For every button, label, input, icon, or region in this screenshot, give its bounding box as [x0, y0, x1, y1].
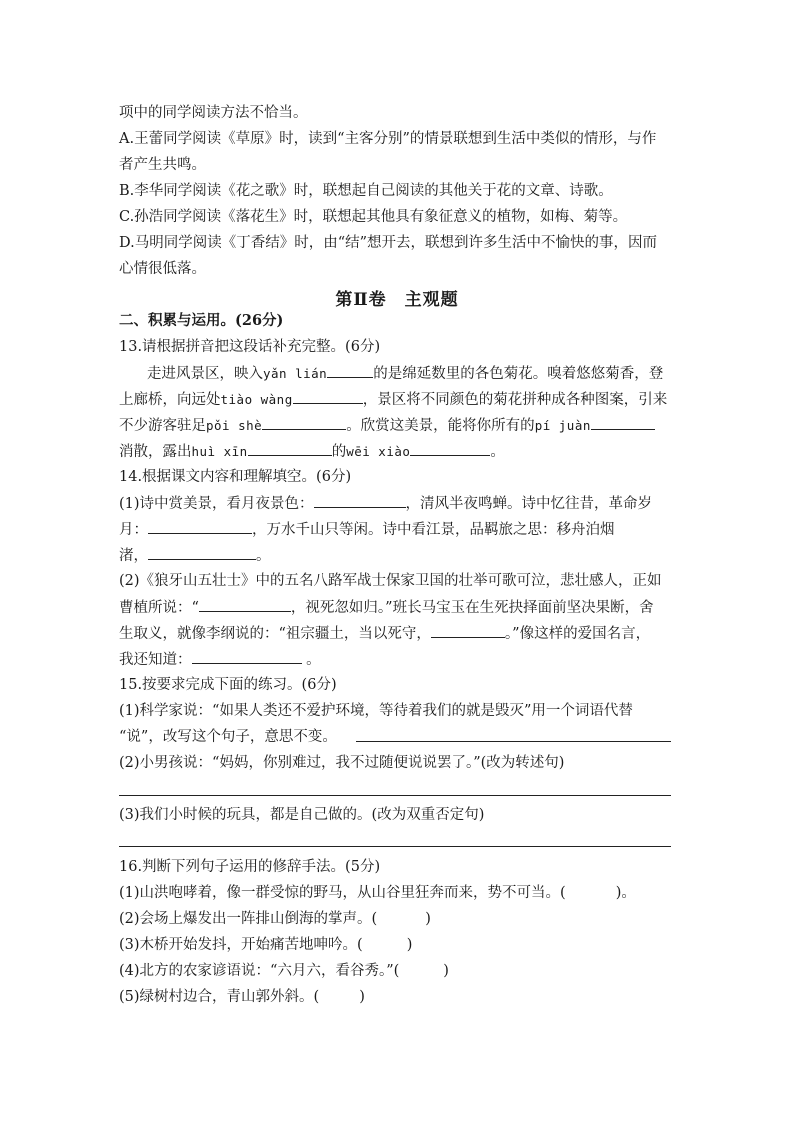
q14-text: 生取义，就像李纲说的：“祖宗疆土，当以死守， [119, 626, 431, 642]
answer-blank[interactable] [192, 649, 302, 664]
q14-p1-line1 [119, 493, 652, 514]
answer-blank[interactable] [314, 493, 406, 508]
q15-p3: (3)我们小时候的玩具，都是自己做的。(改为双重否定句) [119, 807, 485, 823]
q14-p2-line1: (2)《狼牙山五壮士》中的五名八路军战士保家卫国的壮举可歌可泣，悲壮感人，正如 [119, 573, 662, 589]
q13-line2 [119, 389, 667, 410]
q14-text: 我还知道： [119, 652, 192, 668]
q14-p2-line2 [119, 597, 654, 618]
q14-text: ，万水千山只等闲。诗中看江景，品羁旅之思：移舟泊烟 [252, 522, 615, 538]
q14-text: (1)诗中赏美景，看月夜景色： [119, 496, 314, 512]
option-a-line2: 者产生共鸣。 [119, 157, 206, 173]
answer-blank[interactable] [248, 441, 332, 456]
answer-blank[interactable] [327, 363, 373, 378]
q14-p1-line3 [119, 545, 271, 566]
q16-text: ) [359, 989, 365, 1005]
q14-text: ，视死忽如归。”班长马宝玉在生死抉择面前坚决果断，舍 [290, 600, 654, 616]
q16-item4 [119, 961, 449, 981]
q16-stem: 16.判断下列句子运用的修辞手法。(5分) [119, 859, 381, 875]
q15-stem: 15.按要求完成下面的练习。(6分) [119, 677, 337, 693]
option-d-line1: D.马明同学阅读《丁香结》时，由“结”想开去，联想到许多生活中不愉快的事，因而 [119, 235, 658, 251]
q13-text: 走进风景区，映入 [147, 366, 263, 382]
q16-text: ) [443, 963, 449, 979]
q13-text: 上廊桥，向远处 [119, 392, 221, 408]
q13-line1 [147, 363, 663, 384]
q13-text: 。 [490, 444, 505, 460]
q14-text: ，清风半夜鸣蝉。诗中忆往昔，革命岁 [405, 496, 653, 512]
option-a-line1: A.王蕾同学阅读《草原》时，读到“主客分别”的情景联想到生活中类似的情形，与作 [119, 131, 657, 147]
option-d-line2: 心情很低落。 [119, 261, 206, 277]
q13-text: 的 [331, 444, 347, 460]
q14-text: 。”像这样的爱国名言， [504, 626, 651, 642]
answer-blank[interactable] [293, 389, 363, 404]
q16-text: ) [425, 911, 431, 927]
answer-blank[interactable] [262, 415, 346, 430]
option-b: B.李华同学阅读《花之歌》时，联想起自己阅读的其他关于花的文章、诗歌。 [119, 183, 613, 199]
q16-item2 [119, 909, 431, 929]
pinyin-hint: tiào wàng [220, 392, 293, 407]
q14-text: 曹植所说：“ [119, 600, 199, 616]
pinyin-hint: wēi xiào [346, 444, 411, 459]
q14-p2-line3 [119, 623, 650, 644]
q14-stem: 14.根据课文内容和理解填空。(6分) [119, 469, 352, 485]
answer-line[interactable] [119, 846, 671, 847]
q16-text: (2)会场上爆发出一阵排山倒海的掌声。( [119, 911, 378, 927]
q15-p1-line2 [119, 727, 337, 747]
answer-blank[interactable] [410, 441, 490, 456]
q16-item1 [119, 883, 636, 903]
q15-text: “说”，改写这个句子，意思不变。 [119, 729, 337, 745]
q13-line3 [119, 415, 655, 436]
answer-line[interactable] [356, 741, 671, 742]
q14-p1-line2 [119, 519, 615, 540]
pinyin-hint: pí juàn [534, 418, 591, 433]
q16-text: (3)木桥开始发抖，开始痛苦地呻吟。( [119, 937, 363, 953]
q16-item5 [119, 987, 365, 1007]
q16-text: )。 [615, 885, 636, 901]
answer-blank[interactable] [148, 545, 256, 560]
q13-line4 [119, 441, 505, 462]
q13-text: 消散，露出 [119, 444, 192, 460]
q13-text: ，景区将不同颜色的菊花拼种成各种图案，引来 [362, 392, 668, 408]
q14-text: 。 [306, 652, 321, 668]
q15-p2: (2)小男孩说：“妈妈，你别难过，我不过随便说说罢了。”(改为转述句) [119, 755, 565, 771]
answer-blank[interactable] [199, 597, 291, 612]
q14-text: 月： [119, 522, 148, 538]
q14-text: 渚， [119, 548, 148, 564]
section2-heading: 二、积累与运用。(26分) [119, 312, 284, 329]
q16-text: ) [406, 937, 413, 953]
pinyin-hint: pǒi shè [206, 418, 263, 433]
option-c: C.孙浩同学阅读《落花生》时，联想起其他具有象征意义的植物，如梅、菊等。 [119, 209, 628, 225]
answer-blank[interactable] [431, 623, 505, 638]
answer-blank[interactable] [148, 519, 252, 534]
answer-line[interactable] [119, 795, 671, 796]
q16-text: (5)绿树村边合，青山郭外斜。( [119, 989, 320, 1005]
q16-item3 [119, 935, 412, 955]
q14-text: 。 [256, 548, 271, 564]
q16-text: (1)山洪咆哮着，像一群受惊的野马，从山谷里狂奔而来，势不可当。( [119, 885, 566, 901]
q15-p1-line1: (1)科学家说：“如果人类还不爱护环境，等待着我们的就是毁灭”用一个词语代替 [119, 703, 633, 719]
q14-p2-line4 [119, 649, 321, 670]
prev-question-text: 项中的同学阅读方法不恰当。 [119, 105, 308, 121]
q13-text: 。欣赏这美景，能将你所有的 [346, 418, 535, 434]
q16-text: (4)北方的农家谚语说：“六月六，看谷秀。”( [119, 963, 400, 979]
q13-text: 不少游客驻足 [119, 418, 206, 434]
pinyin-hint: yǎn lián [263, 366, 328, 381]
part2-title: 第Ⅱ卷 主观题 [335, 290, 459, 310]
answer-blank[interactable] [591, 415, 655, 430]
q13-text: 的是绵延数里的各色菊花。嗅着悠悠菊香，登 [373, 366, 664, 382]
q13-stem: 13.请根据拼音把这段话补充完整。(6分) [119, 339, 381, 355]
pinyin-hint: huì xīn [191, 444, 248, 459]
